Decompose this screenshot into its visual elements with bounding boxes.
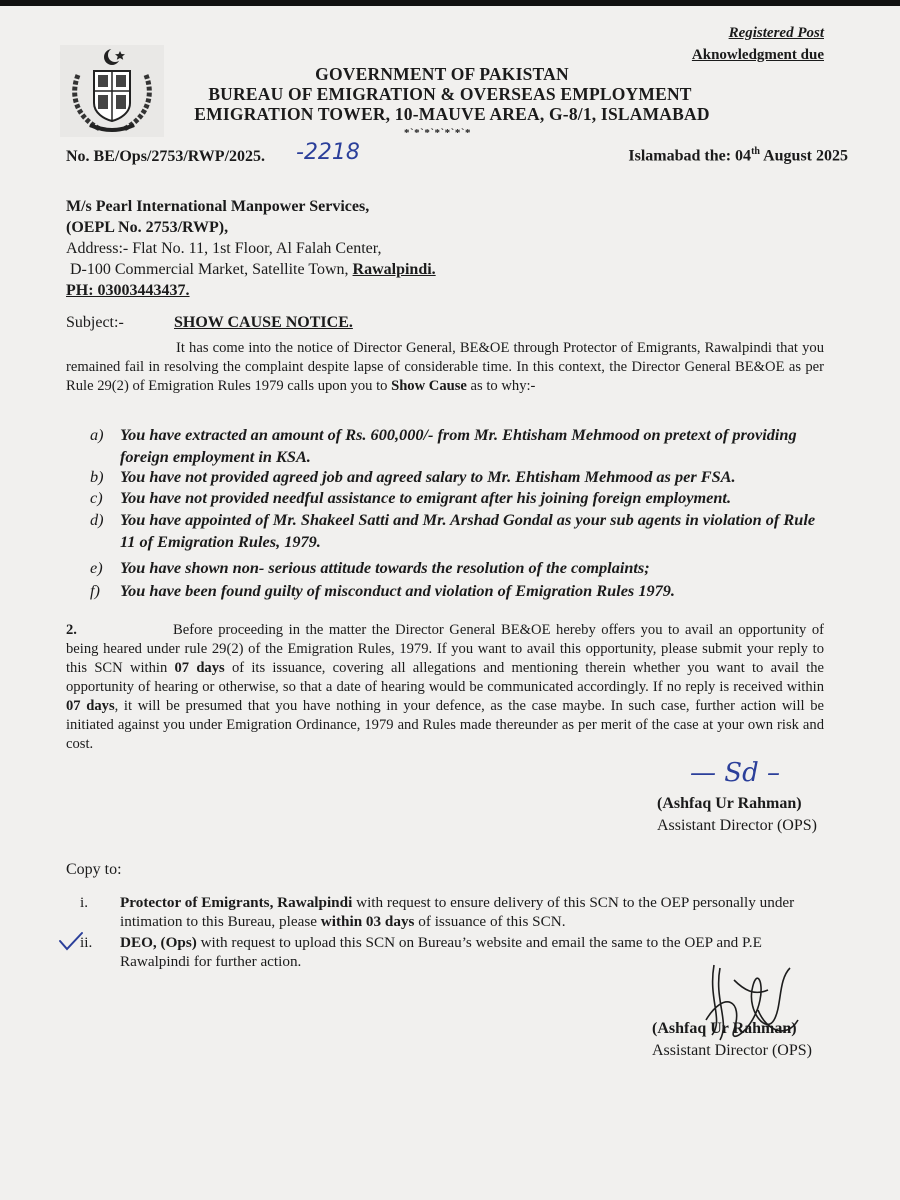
charge-text: You have shown non- serious attitude towards the resolution of the complaints; [120,558,650,577]
para1-show-cause: Show Cause [391,378,467,394]
para2-days-1: 07 days [174,660,225,676]
subject-line [66,314,353,332]
charge-label: c) [90,488,103,507]
reference-handwritten-number: -2218 [296,140,360,165]
copy-item-label: ii. [80,934,93,951]
charge-text: You have been found guilty of misconduct and violation of Emigration Rules 1979. [120,581,675,600]
addressee-address-line1: Address:- Flat No. 11, 1st Floor, Al Falah Center, [66,240,382,257]
charge-label: e) [90,558,103,577]
signature-block-secondary [652,1018,812,1062]
signatory-title: Assistant Director (OPS) [657,817,817,834]
charge-label: b) [90,467,104,486]
header-government: GOVERNMENT OF PAKISTAN [315,64,569,84]
header-bureau: BUREAU OF EMIGRATION & OVERSEAS EMPLOYMENT [208,84,692,104]
address-line2-text: D-100 Commercial Market, Satellite Town, [70,261,353,278]
date-line [628,146,848,165]
copy-item-label: i. [80,894,89,911]
addressee-address-line2 [66,259,436,280]
para2-number: 2. [66,622,77,638]
addressee-name: M/s Pearl International Manpower Services, [66,198,370,215]
reference-number: No. BE/Ops/2753/RWP/2025. [66,148,266,165]
copy-item-deadline: within 03 days [320,913,415,930]
addressee-phone: PH: 03003443437. [66,282,190,299]
address-city: Rawalpindi. [352,261,436,278]
charge-text: You have appointed of Mr. Shakeel Satti and Mr. Arshad Gondal as your sub agents in violation of Rule 11 of Emigration Rules, 1979. [120,510,816,551]
date-prefix: Islamabad the: 04 [628,147,752,165]
addressee-oepl: (OEPL No. 2753/RWP), [66,219,229,236]
charge-text: You have not provided agreed job and agreed salary to Mr. Ehtisham Mehmood as per FSA. [120,467,736,486]
subject-value: SHOW CAUSE NOTICE. [174,314,353,331]
signatory-name: (Ashfaq Ur Rahman) [652,1020,797,1037]
copy-item-body: with request to upload this SCN on Bureau’s website and email the same to the OEP and P.E Rawalpindi for further action. [120,934,762,970]
charge-text: You have extracted an amount of Rs. 600,000/- from Mr. Ehtisham Mehmood on pretext of providing foreign employment in KSA. [120,425,797,466]
para2-text-e: , it will be presumed that you have nothing in your defence, as the case maybe. In such case, further action will be initiated against you under Emigration Ordinance, 1979 and Rules made thereunder as per merit of the case at your own risk and cost. [66,698,825,752]
signatory-name: (Ashfaq Ur Rahman) [657,795,802,812]
copy-item-body: with request to ensure delivery of this SCN to the OEP personally under intimation to this Bureau, please [120,894,795,930]
signatory-title: Assistant Director (OPS) [652,1042,812,1059]
addressee-block [66,196,436,301]
registered-post-label: Registered Post [728,25,824,41]
para2-text-a: Before proceeding in the matter the Director General BE&OE hereby offers you to avail an opportunity of being heared under rule 29(2) of the Emigration Rules, 1979. If you want to avail this opportunity, please submit your reply to this SCN within [66,622,824,676]
para1-text-c: as to why:- [466,378,536,394]
copy-item-recipient: DEO, (Ops) [120,934,197,951]
para1-text-a: It has come into the notice of Director General, BE&OE through Protector of Emigrants, Rawalpindi that you remained fail in resolving the complaint despite lapse of considerable time. In this context, the Director General BE&OE as per Rule 29(2) of Emigration Rules 1979 calls upon you to [66,340,824,394]
handwritten-sd-signature: — Sd – [690,758,780,788]
charge-label: d) [90,510,104,529]
header-address: EMIGRATION TOWER, 10-MAUVE AREA, G-8/1, ISLAMABAD [194,104,710,124]
subject-label: Subject:- [66,314,124,331]
signature-block-primary [657,793,817,837]
date-rest: August 2025 [759,147,848,165]
charge-text: You have not provided needful assistance to emigrant after his joining foreign employment. [120,488,732,507]
charge-label: a) [90,425,104,444]
charge-label: f) [90,581,100,600]
paragraph-two [66,621,824,754]
header-star-divider: *`*`*`*`*`*`* [404,127,471,139]
copy-item-text [120,893,825,931]
para2-days-2: 07 days [66,698,115,714]
copy-to-label: Copy to: [66,861,122,878]
paragraph-intro [66,339,824,396]
copy-item-recipient: Protector of Emigrants, Rawalpindi [120,894,353,911]
para2-text-c: of its issuance, covering all allegations and mentioning therein whether you want to avail the opportunity of hearing or otherwise, so that a date of hearing would be communicated accordingly. If no reply is received within [66,660,824,695]
copy-item-body-end: of issuance of this SCN. [414,913,566,930]
acknowledgment-due-label: Aknowledgment due [691,47,824,63]
postal-marking [692,22,824,66]
date-suffix: th [751,146,760,157]
handwritten-tick-mark-icon [58,931,84,951]
